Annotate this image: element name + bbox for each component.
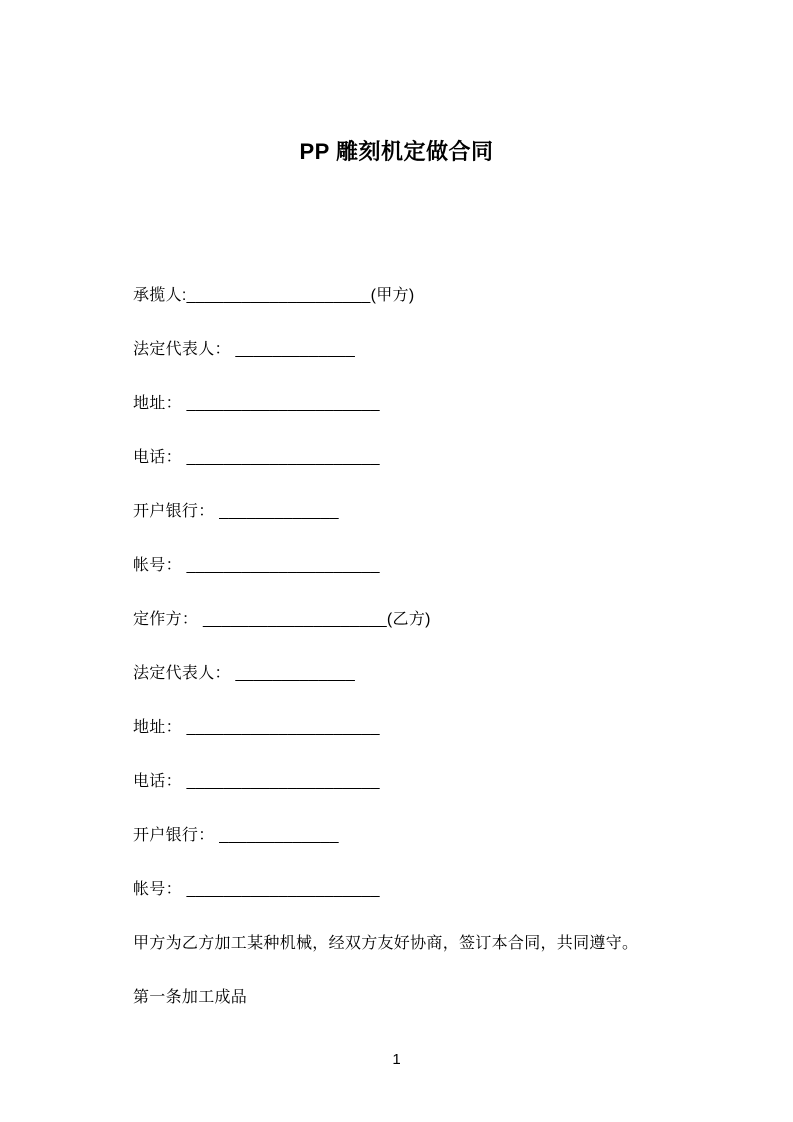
party-b-account-line: 帐号： _____________________ (133, 881, 380, 898)
page-title: PP 雕刻机定做合同 (299, 139, 494, 164)
party-b-address-line: 地址： _____________________ (133, 719, 380, 736)
party-b-orderer-line: 定作方： ____________________(乙方) (133, 611, 431, 628)
party-b-legal-representative-line: 法定代表人： _____________ (133, 665, 356, 682)
party-a-phone-line: 电话： _____________________ (133, 449, 380, 466)
document-body (133, 285, 733, 1041)
party-a-address-line: 地址： _____________________ (133, 395, 380, 412)
party-a-contractor-line: 承揽人:____________________(甲方) (133, 287, 415, 304)
party-b-bank-line: 开户银行： _____________ (133, 827, 339, 844)
intro-paragraph: 甲方为乙方加工某种机械，经双方友好协商，签订本合同，共同遵守。 (133, 935, 639, 952)
party-a-bank-line: 开户银行： _____________ (133, 503, 339, 520)
page-number: 1 (392, 1051, 401, 1068)
party-a-account-line: 帐号： _____________________ (133, 557, 380, 574)
article-1-heading: 第一条加工成品 (133, 989, 248, 1006)
party-a-legal-representative-line: 法定代表人： _____________ (133, 341, 356, 358)
party-b-phone-line: 电话： _____________________ (133, 773, 380, 790)
